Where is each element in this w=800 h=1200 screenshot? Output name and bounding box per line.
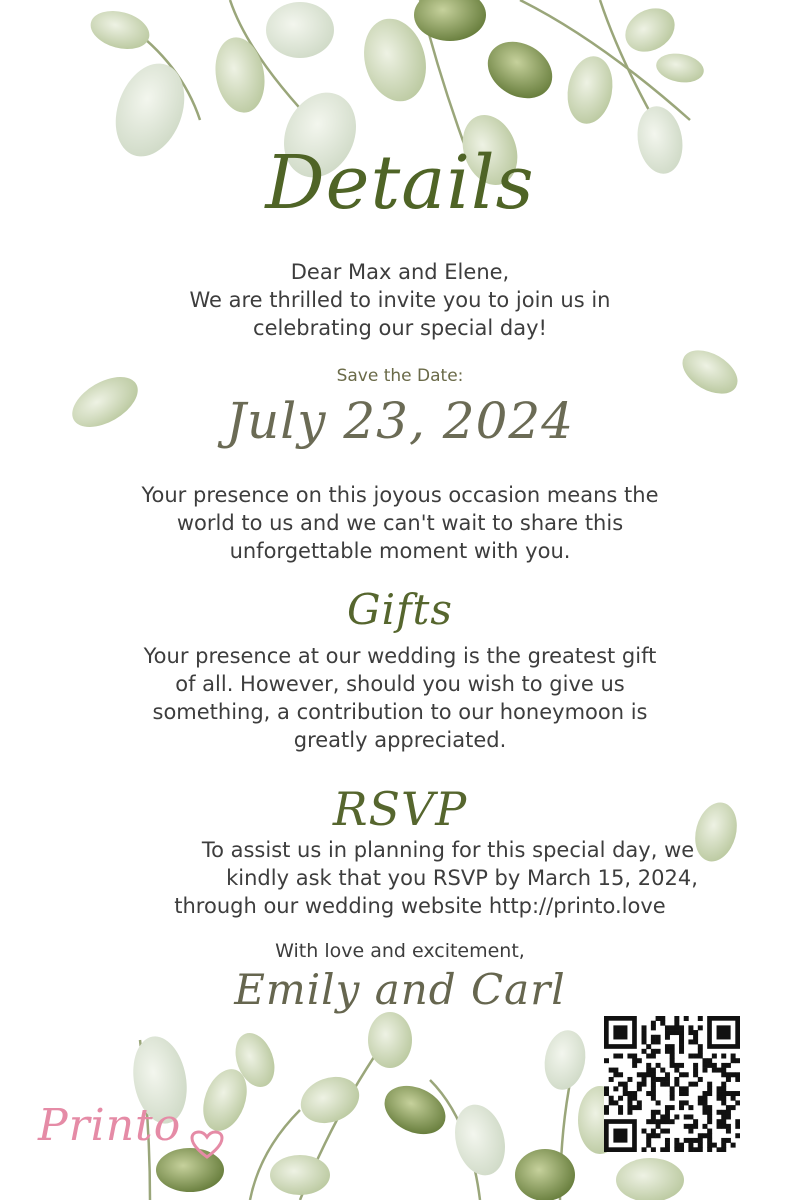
event-date: July 23, 2024 bbox=[225, 392, 575, 450]
presence-line: unforgettable moment with you. bbox=[229, 539, 571, 563]
signoff-text: With love and excitement, bbox=[275, 940, 525, 962]
greeting-text bbox=[100, 258, 700, 342]
presence-text bbox=[100, 481, 700, 565]
heart-icon bbox=[190, 1130, 224, 1160]
rsvp-line: through our wedding website http://printo.love bbox=[174, 894, 666, 918]
card-title: Details bbox=[265, 140, 535, 226]
gifts-line: of all. However, should you wish to give us bbox=[175, 672, 625, 696]
gifts-text bbox=[100, 642, 700, 754]
rsvp-text bbox=[100, 836, 740, 920]
presence-line: world to us and we can't wait to share this bbox=[176, 511, 624, 535]
greeting-line: celebrating our special day! bbox=[253, 316, 547, 340]
couple-names: Emily and Carl bbox=[234, 965, 566, 1014]
qr-code-icon[interactable] bbox=[604, 1016, 740, 1152]
gifts-line: Your presence at our wedding is the greatest gift bbox=[143, 644, 657, 668]
gifts-heading: Gifts bbox=[347, 585, 453, 634]
printo-logo: Printo bbox=[38, 1100, 182, 1151]
save-the-date-label: Save the Date: bbox=[336, 366, 464, 386]
rsvp-line: kindly ask that you RSVP by March 15, 2024, bbox=[226, 866, 698, 890]
rsvp-heading: RSVP bbox=[332, 782, 468, 836]
greeting-line: We are thrilled to invite you to join us in bbox=[189, 288, 611, 312]
gifts-line: something, a contribution to our honeymoon is bbox=[152, 700, 648, 724]
rsvp-line: To assist us in planning for this special day, we bbox=[201, 838, 695, 862]
presence-line: Your presence on this joyous occasion means the bbox=[141, 483, 659, 507]
gifts-line: greatly appreciated. bbox=[293, 728, 507, 752]
greeting-line: Dear Max and Elene, bbox=[290, 260, 510, 284]
